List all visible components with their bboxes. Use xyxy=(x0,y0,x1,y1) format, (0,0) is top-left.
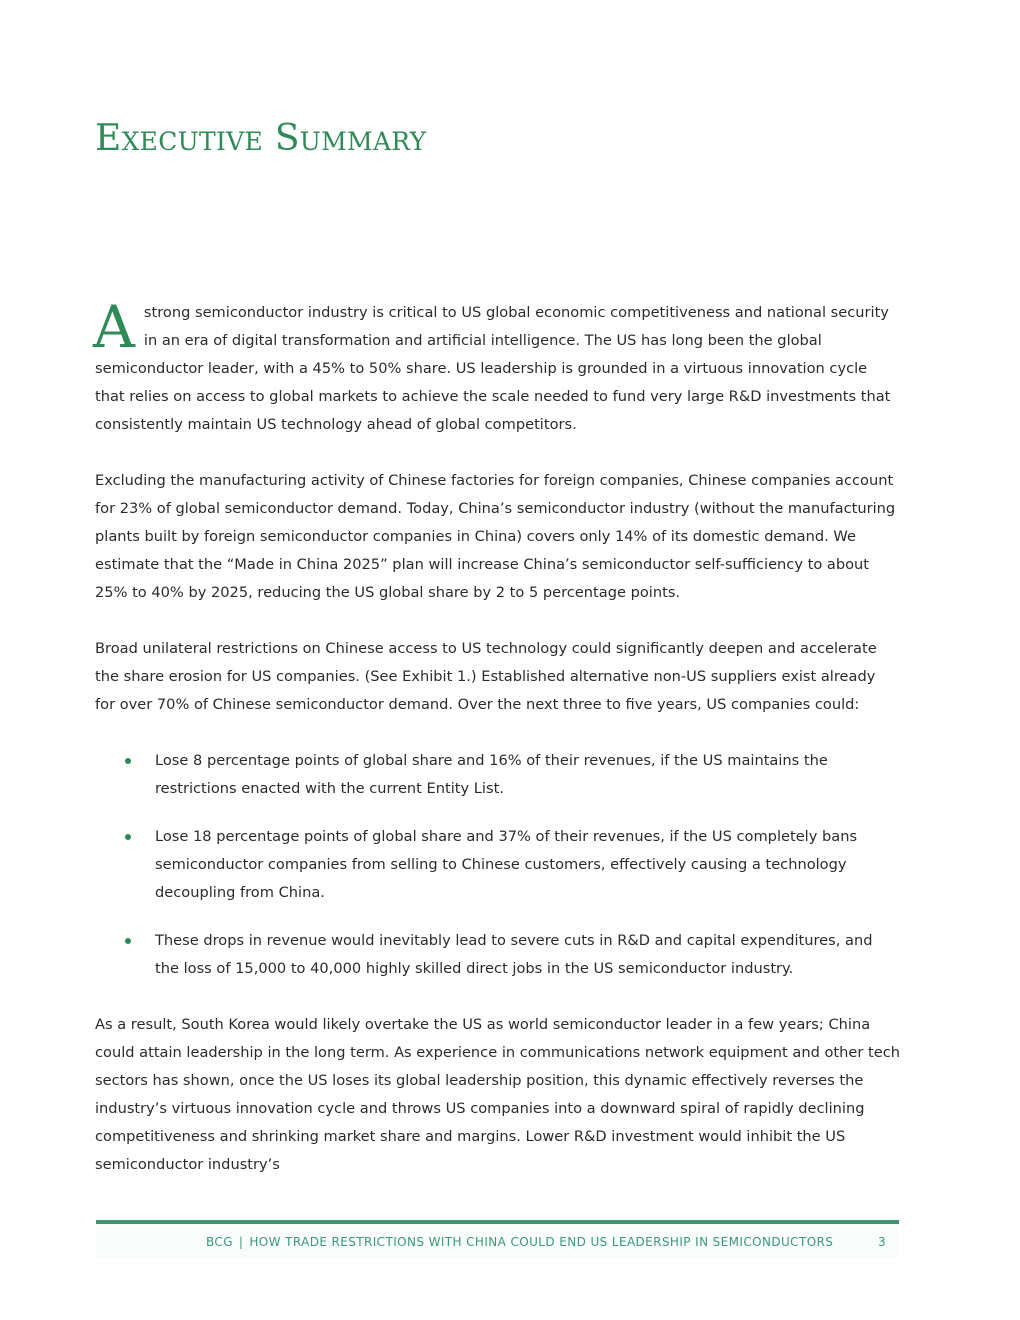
page-title: Executive Summary xyxy=(95,118,427,159)
intro-text: strong semiconductor industry is critical to US global economic competitiveness and national security in an era of digital transformation and artificial intelligence. The US has long been the global semiconductor leader, with a 45% to 50% share. US leadership is grounded in a virtuous innovation cycle that relies on access to global markets to achieve the scale needed to fund very large R&D investments that consistently maintain US technology ahead of global competitors. xyxy=(95,304,891,433)
bullet-text: Lose 18 percentage points of global share and 37% of their revenues, if the US completely bans semiconductor companies from selling to Chinese customers, effectively causing a technology decoupling from China. xyxy=(155,828,858,901)
paragraph-outcome: As a result, South Korea would likely overtake the US as world semiconductor leader in a few years; China could attain leadership in the long term. As experience in communications network equipment and other tech sectors has shown, once the US loses its global leadership position, this dynamic effectively reverses the industry’s virtuous innovation cycle and throws US companies into a downward spiral of rapidly declining competitiveness and shrinking market share and margins. Lower R&D investment would inhibit the US semiconductor industry’s xyxy=(95,1016,900,1173)
paragraph-restrictions: Broad unilateral restrictions on Chinese access to US technology could significantly deepen and accelerate the share erosion for US companies. (See Exhibit 1.) Established alternative non-US suppliers exist already for over 70% of Chinese semiconductor demand. Over the next three to five years, US companies could: xyxy=(95,640,877,713)
footer-brand: BCG xyxy=(206,1235,233,1249)
page-number: 3 xyxy=(878,1235,886,1249)
bullet-item xyxy=(95,747,900,803)
paragraph-demand: Excluding the manufacturing activity of Chinese factories for foreign companies, Chinese companies account for 23% of global semiconductor demand. Today, China’s semiconductor industry (without the manufacturing plants built by foreign semiconductor companies in China) covers only 14% of its domestic demand. We estimate that the “Made in China 2025” plan will increase China’s semiconductor self-sufficiency to about 25% to 40% by 2025, reducing the US global share by 2 to 5 percentage points. xyxy=(95,472,896,601)
footer-report-title: HOW TRADE RESTRICTIONS WITH CHINA COULD END US LEADERSHIP IN SEMICONDUCTORS xyxy=(249,1235,834,1249)
bullet-text: These drops in revenue would inevitably lead to severe cuts in R&D and capital expenditures, and the loss of 15,000 to 40,000 highly skilled direct jobs in the US semiconductor industry. xyxy=(155,932,873,977)
bullet-item xyxy=(95,823,900,907)
bullet-dot-icon xyxy=(125,938,131,944)
intro-paragraph xyxy=(93,293,900,439)
footer-separator: | xyxy=(238,1235,244,1249)
drop-cap: A xyxy=(93,293,135,361)
impact-bullet-list xyxy=(95,747,900,983)
bullet-item xyxy=(95,927,900,983)
bullet-text: Lose 8 percentage points of global share and 16% of their revenues, if the US maintains the restrictions enacted with the current Entity List. xyxy=(155,752,828,797)
bullet-dot-icon xyxy=(125,758,131,764)
footer-caption xyxy=(206,1235,833,1249)
body-content xyxy=(93,293,900,1207)
bullet-dot-icon xyxy=(125,834,131,840)
